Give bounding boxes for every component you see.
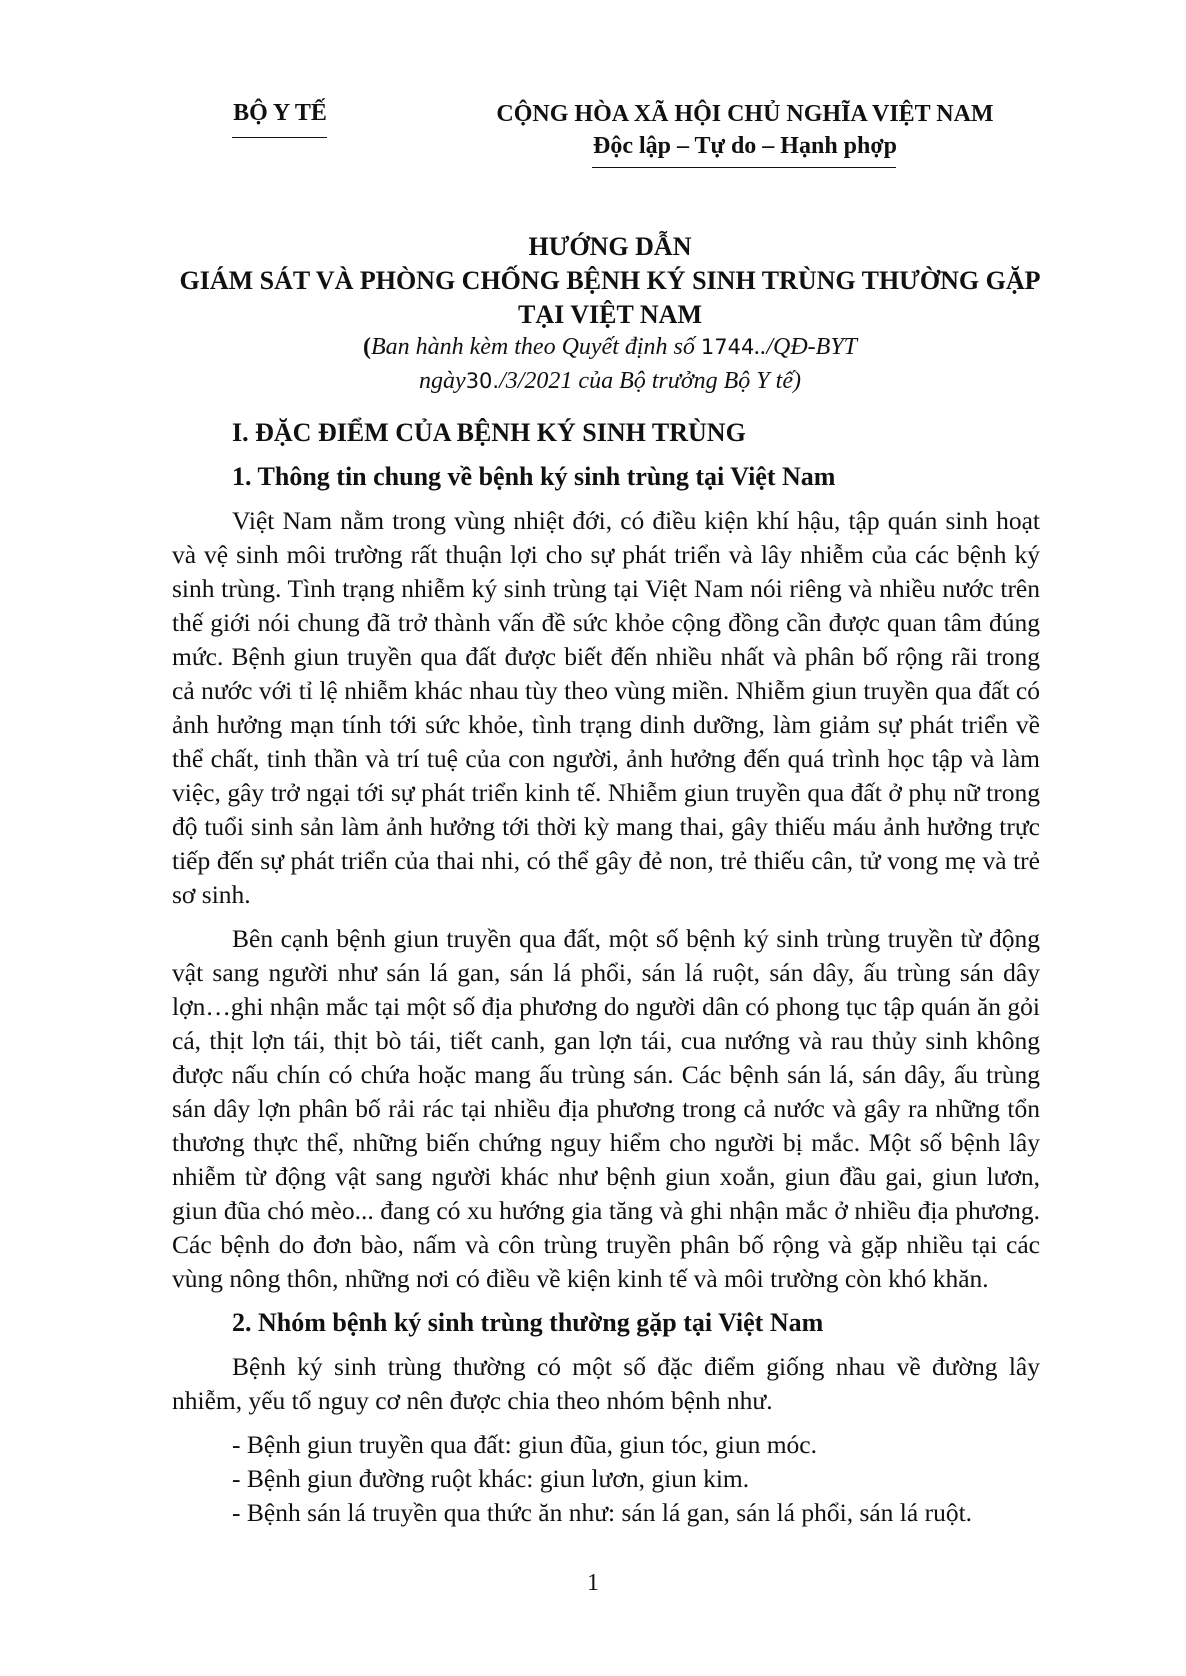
paragraph: Bên cạnh bệnh giun truyền qua đất, một số bệnh ký sinh trùng truyền từ động vật sang người như sán lá gan, sán lá phổi, sán lá ruột, sán dây, ấu trùng sán dây lợn…ghi nhận mắc tại một số địa phương do người dân có phong tục tập quán ăn gỏi cá, thịt lợn tái, thịt bò tái, tiết canh, gan lợn tái, cua nướng và rau thủy sinh không được nấu chín có chứa hoặc mang ấu trùng sán. Các bệnh sán lá, sán dây, ấu trùng sán dây lợn phân bố rải rác tại nhiều địa phương trong cả nước và gây ra những tổn thương thực thể, những biến chứng nguy hiểm cho người bị mắc. Một số bệnh lây nhiễm từ động vật sang người khác như bệnh giun xoắn, giun đầu gai, giun lươn, giun đũa chó mèo... đang có xu hướng gia tăng và ghi nhận mắc ở nhiều địa phương. Các bệnh do đơn bào, nấm và côn trùng truyền phân bố rộng và gặp nhiều tại các vùng nông thôn, những nơi có điều về kiện kinh tế và môi trường còn khó khăn. bbox=[172, 924, 1040, 1293]
national-header bbox=[455, 98, 1035, 162]
title-line-3: TẠI VIỆT NAM bbox=[518, 300, 702, 329]
title-line-2: GIÁM SÁT VÀ PHÒNG CHỐNG BỆNH KÝ SINH TRÙNG THƯỜNG GẶP bbox=[179, 266, 1041, 295]
issued-prefix: Ban hành kèm theo Quyết định số bbox=[370, 334, 701, 360]
document-body bbox=[172, 416, 1040, 1530]
motto-underline bbox=[592, 167, 896, 168]
list-item: - Bệnh sán lá truyền qua thức ăn như: sán lá gan, sán lá phổi, sán lá ruột. bbox=[232, 1498, 973, 1527]
paragraph: Bệnh ký sinh trùng thường có một số đặc điểm giống nhau về đường lây nhiễm, yếu tố nguy cơ nên được chia theo nhóm bệnh như. bbox=[172, 1352, 1040, 1415]
issued-suffix: ../QĐ-BYT bbox=[754, 334, 858, 360]
ministry-name: BỘ Y TẾ bbox=[233, 100, 327, 126]
national-motto: Độc lập – Tự do – Hạnh phợp bbox=[592, 133, 898, 159]
subsection-1-heading: 1. Thông tin chung về bệnh ký sinh trùng tại Việt Nam bbox=[232, 462, 836, 491]
page-number: 1 bbox=[587, 1570, 599, 1596]
decision-number: 1744 bbox=[700, 335, 755, 359]
paragraph: Việt Nam nằm trong vùng nhiệt đới, có điều kiện khí hậu, tập quán sinh hoạt và vệ sinh môi trường rất thuận lợi cho sự phát triển và lây nhiễm của các bệnh ký sinh trùng. Tình trạng nhiễm ký sinh trùng tại Việt Nam nói riêng và nhiều nước trên thế giới nói chung đã trở thành vấn đề sức khỏe cộng đồng cần được quan tâm đúng mức. Bệnh giun truyền qua đất được biết đến nhiều nhất và phân bố rộng rãi trong cả nước với tỉ lệ nhiễm khác nhau tùy theo vùng miền. Nhiễm giun truyền qua đất có ảnh hưởng mạn tính tới sức khỏe, tình trạng dinh dưỡng, làm giảm sự phát triển về thể chất, tinh thần và trí tuệ của con người, ảnh hưởng đến quá trình học tập và làm việc, gây trở ngại tới sự phát triển kinh tế. Nhiễm giun truyền qua đất ở phụ nữ trong độ tuổi sinh sản làm ảnh hưởng tới thời kỳ mang thai, gây thiếu máu ảnh hưởng trực tiếp đến sự phát triển của thai nhi, có thể gây đẻ non, trẻ thiếu cân, tử vong mẹ và trẻ sơ sinh. bbox=[172, 506, 1040, 909]
subsection-2-heading: 2. Nhóm bệnh ký sinh trùng thường gặp tại Việt Nam bbox=[232, 1308, 824, 1337]
ministry-underline bbox=[232, 137, 327, 138]
issued-date-prefix: ngày bbox=[419, 368, 466, 394]
section-1-heading: I. ĐẶC ĐIỂM CỦA BỆNH KÝ SINH TRÙNG bbox=[232, 418, 746, 447]
issued-day: 30. bbox=[465, 369, 500, 393]
title-line-1: HƯỚNG DẪN bbox=[528, 232, 692, 261]
issuance-note: (Ban hành kèm theo Quyết định số 1744../QĐ-BYT ngày30./3/2021 của Bộ trưởng Bộ Y tế) bbox=[362, 334, 858, 394]
issued-date-suffix: /3/2021 của Bộ trưởng Bộ Y tế) bbox=[499, 368, 801, 394]
document-title bbox=[150, 230, 1070, 332]
country-name: CỘNG HÒA XÃ HỘI CHỦ NGHĨA VIỆT NAM bbox=[496, 101, 994, 127]
list-item: - Bệnh giun đường ruột khác: giun lươn, giun kim. bbox=[232, 1464, 750, 1493]
list-item: - Bệnh giun truyền qua đất: giun đũa, giun tóc, giun móc. bbox=[232, 1430, 817, 1459]
